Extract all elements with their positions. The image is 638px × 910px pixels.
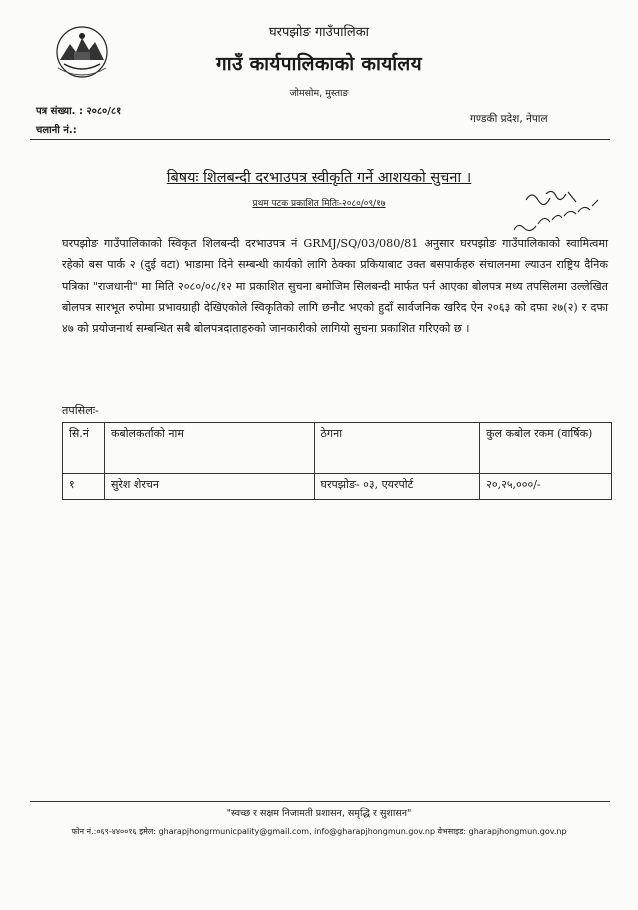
header-serial: सि.नं <box>63 423 105 474</box>
municipality-name: घरपझोङ गाउँपालिका <box>268 25 370 40</box>
header-bidder-name: कबोलकर्ताको नाम <box>104 423 314 474</box>
table-header-row <box>63 423 612 474</box>
header-bid-amount: कुल कबोल रकम (वार्षिक) <box>480 423 612 474</box>
office-title: गाउँ कार्यपालिकाको कार्यालय <box>216 53 422 75</box>
province-label: गण्डकी प्रदेश, नेपाल <box>470 113 548 125</box>
table-row <box>63 474 612 500</box>
header-address: ठेगना <box>314 423 480 474</box>
cell-bidder-name: सुरेश शेरचन <box>104 474 314 500</box>
details-label: तपसिलः- <box>62 404 99 417</box>
footer-motto: "स्वच्छ र सक्षम निजामती प्रशासन, समृद्धि र सुशासन" <box>226 808 412 819</box>
cell-serial: १ <box>63 474 105 500</box>
cell-bid-amount: २०,२५,०००/- <box>480 474 612 500</box>
footer-contact: फोन नं.:०६९-४४००१६ इमेल: gharapjhongrmunicpality@gmail.com, info@gharapjhongmun.gov.np वेभसाइड: gharapjhongmun.gov.np <box>71 827 567 836</box>
dispatch-number: चलानी नं.: <box>36 125 77 136</box>
header-divider <box>30 139 610 140</box>
handwritten-signature <box>506 186 606 238</box>
letter-number: पत्र संख्या. : २०८०/८१ <box>36 106 122 117</box>
footer-divider <box>30 801 610 802</box>
subject-line: बिषयः शिलबन्दी दरभाउपत्र स्वीकृति गर्ने आशयको सुचना । <box>166 170 472 186</box>
office-address: जोमसोम, मुस्ताङ <box>289 88 349 99</box>
bid-details-table <box>62 422 612 500</box>
publish-date: प्रथम पटक प्रकाशित मितिः-२०८०/०९/१७ <box>252 199 386 209</box>
cell-address: घरपझोङ- ०३, एयरपोर्ट <box>314 474 480 500</box>
notice-body: घरपझोङ गाउँपालिकाको स्विकृत शिलबन्दी दरभाउपत्र नं GRMJ/SQ/03/080/81 अनुसार घरपझोङ गाउँपालिकाको स्वामित्वमा रहेको बस पार्क २ (दुई वटा) भाडामा दिने सम्बन्धी कार्यको लागि ठेक्का प्रकियाबाट उक्त बसपार्कहरु संचालनमा ल्याउन राष्ट्रिय दैनिक पत्रिका "राजधानी" मा मिति २०८०/०८/१२ मा प्रकाशित सुचना बमोजिम सिलबन्दी मार्फत पर्न आएका बोलपत्र मध्य तपसिलमा उल्लेखित बोलपत्र सारभूत रुपोमा प्रभावग्राही देखिएकोले स्विकृतिको लागि छनौट भएको हुदाँ सार्वजनिक खरिद ऐन २०६३ को दफा २७(२) र दफा ४७ को प्रयोजनार्थ सम्बन्धित सबै बोलपत्रदाताहरुको जानकारीको लागियो सुचना प्रकाशित गरिएको छ । <box>62 237 608 336</box>
